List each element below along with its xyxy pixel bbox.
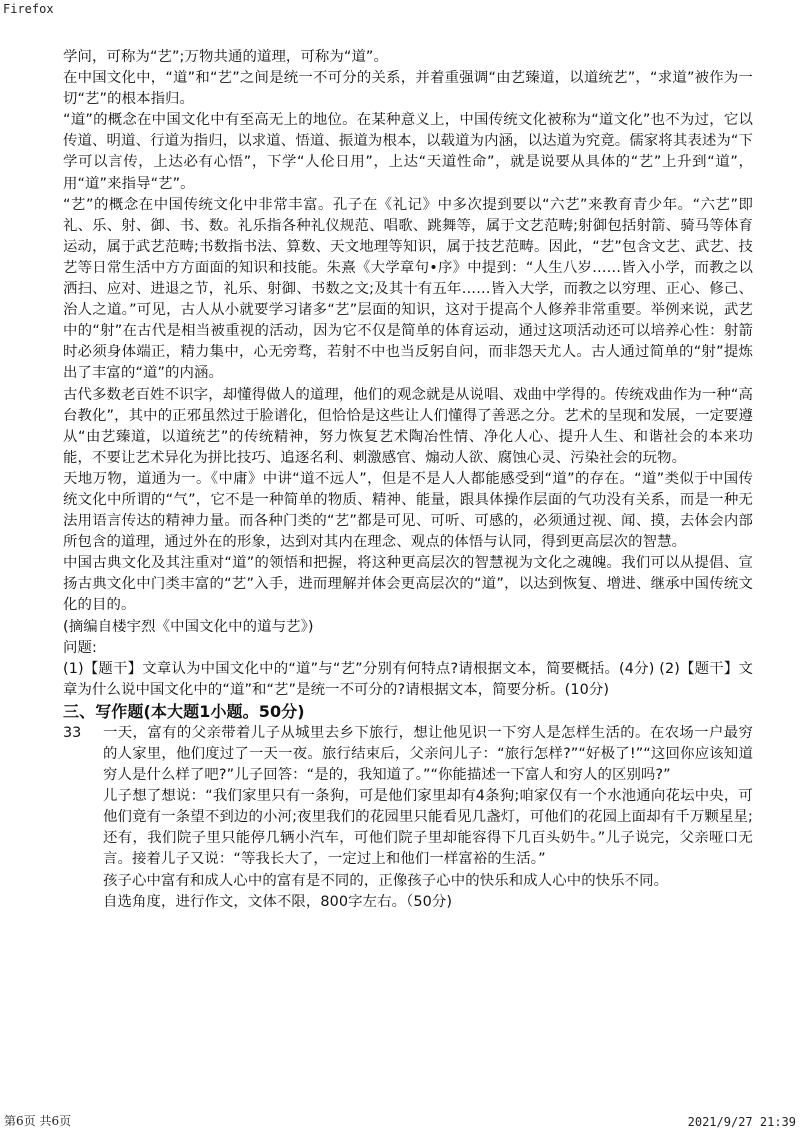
questions-label: 问题: — [63, 639, 97, 656]
essay-paragraph: 儿子想了想说：“我们家里只有一条狗，可是他们家里却有4条狗;咱家仅有一个水池通向花坛中央，可他们竟有一条望不到边的小河;夜里我们的花园里只能看见几盏灯，可他们的花园上面却有千万颗星星;还有，我们院子里只能停几辆小汽车，可他们院子里却能容得下几百头奶牛。”儿子说完，父亲哑口无言。接着儿子又说：“等我长大了，一定过上和他们一样富裕的生活。” — [103, 788, 753, 868]
essay-instruction: 自选角度，进行作文，文体不限，800字左右。（50分) — [103, 893, 453, 910]
passage-paragraph: 中国古典文化及其注重对“道”的领悟和把握，将这种更高层次的智慧视为文化之魂魄。我们可以从提倡、宣扬古典文化中门类丰富的“艺”入手，进而理解并体会更高层次的“道”，以达到恢复、增进、继承中国传统文化的目的。 — [63, 555, 753, 614]
passage-paragraph: 学问，可称为“艺”;万物共通的道理，可称为“道”。 — [63, 49, 388, 65]
essay-paragraph: 孩子心中富有和成人心中的富有是不同的，正像孩子心中的快乐和成人心中的快乐不同。 — [103, 872, 669, 889]
passage-paragraph: 古代多数老百姓不识字，却懂得做人的道理，他们的观念就是从说唱、戏曲中学得的。传统戏曲作为一种“高台教化”，其中的正邪虽然过于脸谱化，但恰恰是这些让人们懂得了善恶之分。艺术的呈现和发展，一定要遵从“由艺臻道，以道统艺”的传统精神，努力恢复艺术陶冶性情、净化人心、提升人生、和谐社会的本来功能，不要让艺术异化为拼比技巧、追逐名利、刺激感官、煽动人欲、腐蚀心灵、污染社会的玩物。 — [63, 386, 753, 466]
passage-paragraph: 天地万物，道通为一。《中庸》中讲“道不远人”，但是不是人人都能感受到“道”的存在。“道”类似于中国传统文化中所谓的“气”，它不是一种简单的物质、精神、能量，跟具体操作层面的气功没有关系，而是一种无法用语言传达的精神力量。而各种门类的“艺”都是可见、可听、可感的，必须通过视、闻、摸，去体会内部所包含的道理，通过外在的形象，达到对其内在理念、观点的体悟与认同，得到更高层次的智慧。 — [63, 470, 753, 551]
passage-paragraph: “艺”的概念在中国传统文化中非常丰富。孔子在《礼记》中多次提到要以“六艺”来教育青少年。“六艺”即礼、乐、射、御、书、数。礼乐指各种礼仪规范、唱歌、跳舞等，属于文艺范畴;射御包括射箭、骑马等体育运动，属于武艺范畴;书数指书法、算数、天文地理等知识，属于技艺范畴。因此，“艺”包含文艺、武艺、技艺等日常生活中方方面面的知识和技能。朱熹《大学章句•序》中提到：“人生八岁……皆入小学，而教之以洒扫、应对、进退之节，礼乐、射御、书数之文;及其十有五年……皆入大学，而教之以穷理、正心、修己、治人之道。”可见，古人从小就要学习诸多“艺”层面的知识，这对于提高个人修养非常重要。举例来说，武艺中的“射”在古代是相当被重视的活动，因为它不仅是简单的体育运动，通过这项活动还可以培养心性：射箭时必须身体端正，精力集中，心无旁骛，若射不中也当反躬自问，而非怨天尤人。古人通过简单的“射”提炼出了丰富的“道”的内涵。 — [63, 196, 753, 382]
print-datetime: 2021/9/27 21:39 — [687, 1115, 796, 1129]
essay-paragraph: 一天，富有的父亲带着儿子从城里去乡下旅行，想让他见识一下穷人是怎样生活的。在农场一户最穷的人家里，他们度过了一天一夜。旅行结束后，父亲问儿子：“旅行怎样?”“好极了!”“这回你应该知道穷人是什么样了吧?”儿子回答：“是的，我知道了。”“你能描述一下富人和穷人的区别吗?” — [103, 724, 753, 784]
page-number: 第6页 共6页 — [4, 1114, 72, 1128]
essay-prompt — [103, 723, 753, 913]
section-heading: 三、写作题(本大题1小题。50分) — [63, 701, 305, 721]
question-number: 33 — [63, 724, 82, 741]
document-body — [63, 47, 753, 913]
passage-paragraph: 在中国文化中，“道”和“艺”之间是统一不可分的关系，并着重强调“由艺臻道，以道统艺”，“求道”被作为一切“艺”的根本指归。 — [63, 70, 753, 108]
source-citation: (摘编自楼宇烈《中国文化中的道与艺》) — [63, 618, 314, 635]
essay-question — [63, 723, 753, 913]
browser-title: Firefox — [3, 2, 54, 16]
passage-paragraph: “道”的概念在中国文化中有至高无上的地位。在某种意义上，中国传统文化被称为“道文化”也不为过，它以传道、明道、行道为指归，以求道、悟道、振道为根本，以载道为内涵，以达道为究竟。儒家将其表述为“下学可以言传，上达必有心悟”，下学“人伦日用”，上达“天道性命”，就是说要从具体的“艺”上升到“道”，用“道”来指导“艺”。 — [63, 112, 753, 192]
questions-text: (1)【题干】文章认为中国文化中的“道”与“艺”分别有何特点?请根据文本，简要概括。(4分) (2)【题干】文章为什么说中国文化中的“道”和“艺”是统一不可分的?请根据文本，简要分析。(10分) — [63, 660, 753, 698]
